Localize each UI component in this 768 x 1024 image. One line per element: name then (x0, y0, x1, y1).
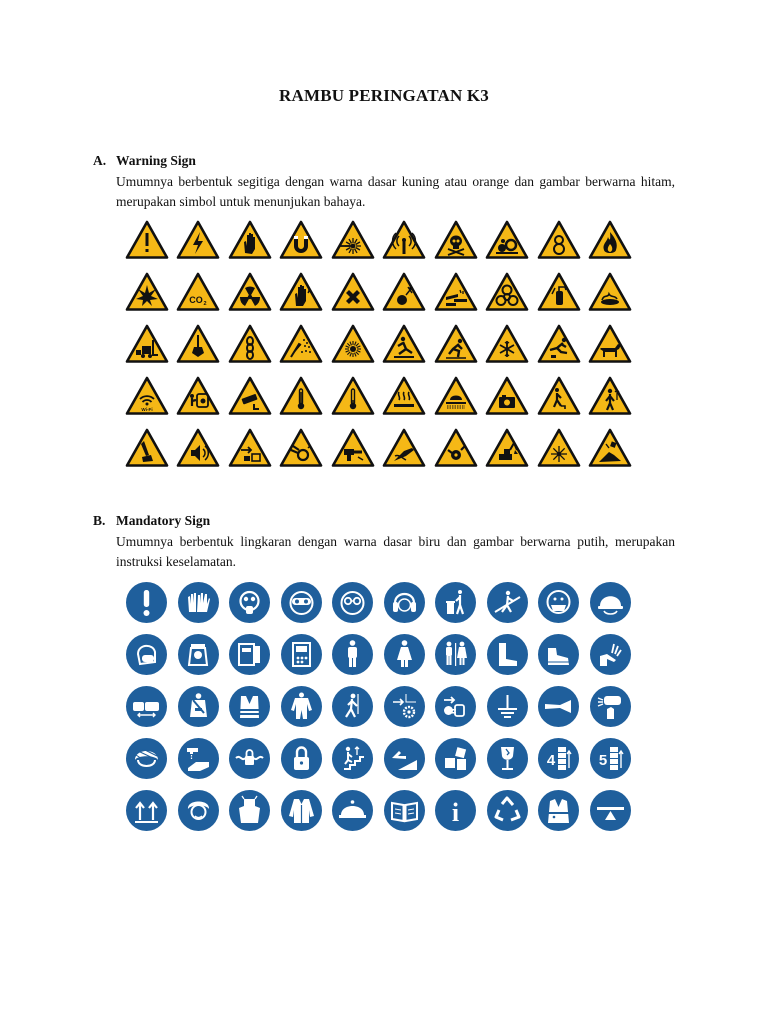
warning-sign-cell (533, 214, 585, 266)
warning-sign-cell (482, 318, 534, 370)
mandatory-sign-cell (379, 628, 431, 680)
section-b-description: Umumnya berbentuk lingkaran dengan warna dasar biru dan gambar berwarna putih, merupakan instruksi keselamatan. (116, 534, 675, 569)
section-b-letter: B. (93, 513, 106, 528)
warning-sign-cell (379, 370, 431, 422)
hand-burn-icon (279, 272, 323, 312)
padlock-chain-icon (229, 738, 270, 779)
gas-mask-icon (229, 582, 270, 623)
falling-object-icon (588, 428, 632, 468)
mandatory-sign-cell (379, 576, 431, 628)
warning-sign-cell (276, 422, 328, 474)
balance-icon (590, 790, 631, 831)
ear-muffs-icon (384, 582, 425, 623)
warning-sign-cell (430, 422, 482, 474)
warning-sign-cell (224, 318, 276, 370)
mandatory-sign-cell (276, 576, 328, 628)
flame-icon (588, 220, 632, 260)
section-a-description: Umumnya berbentuk segitiga dengan warna dasar kuning atau orange dan gambar berwarna hitam, merupakan simbol untuk menunjukan bahaya. (116, 174, 675, 209)
book-icon (384, 790, 425, 831)
stack-number: 5 (598, 751, 607, 769)
mandatory-sign-cell (327, 680, 379, 732)
cctv-icon (228, 376, 272, 416)
warning-sign-cell (585, 214, 637, 266)
overall-icon (281, 686, 322, 727)
warning-sign-cell (327, 214, 379, 266)
dome-cover-icon (332, 790, 373, 831)
warning-sign-cell (276, 318, 328, 370)
mandatory-sign-cell (379, 680, 431, 732)
cross-icon (331, 272, 375, 312)
section-a-heading (93, 153, 196, 169)
warning-sign-cell (430, 318, 482, 370)
forklift-icon (125, 324, 169, 364)
hand-dryer-icon (590, 686, 631, 727)
fall-icon (434, 324, 478, 364)
mandatory-sign-cell (327, 784, 379, 836)
stack-4-icon (538, 738, 579, 779)
mandatory-sign-cell (482, 680, 534, 732)
goggles-face-icon (281, 582, 322, 623)
mandatory-sign-cell (585, 628, 637, 680)
wash-hands-icon (178, 738, 219, 779)
radiation-icon (228, 272, 272, 312)
mandatory-sign-cell (482, 784, 534, 836)
mandatory-sign-cell (327, 576, 379, 628)
mandatory-sign-cell (327, 628, 379, 680)
warning-sign-cell (327, 318, 379, 370)
exclamation-icon (126, 582, 167, 623)
mandatory-sign-cell (585, 576, 637, 628)
thermometer-low-icon (331, 376, 375, 416)
boxes-icon (435, 738, 476, 779)
warning-sign-cell (276, 266, 328, 318)
woman-icon (384, 634, 425, 675)
biohazard-icon (485, 272, 529, 312)
trip-icon (537, 324, 581, 364)
mandatory-sign-cell (430, 784, 482, 836)
warning-sign-cell (224, 214, 276, 266)
mandatory-sign-cell (585, 784, 637, 836)
plug-icon (435, 686, 476, 727)
mandatory-sign-cell (121, 680, 173, 732)
corrosive-icon (434, 272, 478, 312)
person-step-icon (537, 376, 581, 416)
warning-sign-cell (121, 214, 173, 266)
mandatory-sign-cell (430, 576, 482, 628)
mandatory-sign-cell (224, 680, 276, 732)
warning-sign-cell (585, 422, 637, 474)
warning-sign-cell (121, 422, 173, 474)
mandatory-sign-cell (173, 628, 225, 680)
warning-sign-cell (327, 422, 379, 474)
mandatory-sign-cell (430, 680, 482, 732)
mandatory-sign-cell (276, 732, 328, 784)
warning-sign-cell (585, 370, 637, 422)
man-woman-icon (435, 634, 476, 675)
this-way-up-icon (126, 790, 167, 831)
hand-blade-icon (125, 428, 169, 468)
mandatory-sign-cell (379, 784, 431, 836)
mandatory-sign-cell (276, 784, 328, 836)
life-jacket-icon (538, 790, 579, 831)
mandatory-sign-cell (173, 732, 225, 784)
hot-surface-icon (382, 376, 426, 416)
warning-sign-cell (276, 214, 328, 266)
explosive-object-icon (382, 272, 426, 312)
mandatory-sign-cell (327, 732, 379, 784)
section-a-letter: A. (93, 153, 107, 168)
warning-sign-cell (379, 318, 431, 370)
warning-sign-cell (173, 422, 225, 474)
cold-icon (485, 324, 529, 364)
warning-sign-cell (224, 370, 276, 422)
mandatory-sign-cell (276, 628, 328, 680)
man-icon (332, 634, 373, 675)
co2-text: CO (189, 295, 203, 305)
warning-sign-cell (379, 422, 431, 474)
info-letter: i (452, 797, 460, 827)
mask-face-icon (538, 582, 579, 623)
crush-icon (485, 220, 529, 260)
radio-waves-icon (382, 220, 426, 260)
warning-sign-cell (224, 422, 276, 474)
gloves-icon (178, 582, 219, 623)
noise-icon (176, 428, 220, 468)
mandatory-sign-cell (379, 732, 431, 784)
ramp-icon (384, 738, 425, 779)
harness-icon (332, 686, 373, 727)
seatbelt-person-icon (178, 686, 219, 727)
mandatory-sign-cell (482, 576, 534, 628)
hand-spray-icon (590, 634, 631, 675)
hand-icon (228, 220, 272, 260)
warning-sign-cell (327, 370, 379, 422)
gears-icon (384, 686, 425, 727)
drill-icon (331, 428, 375, 468)
page-title: RAMBU PERINGATAN K3 (279, 86, 489, 105)
mandatory-sign-cell (533, 628, 585, 680)
warning-sign-cell (173, 370, 225, 422)
mask-side-icon (126, 634, 167, 675)
panel-door-icon (229, 634, 270, 675)
exclamation-icon (125, 220, 169, 260)
laser-icon (331, 220, 375, 260)
shoe-icon (538, 634, 579, 675)
mandatory-sign-cell (224, 784, 276, 836)
face-shield-icon (178, 634, 219, 675)
magnet-icon (279, 220, 323, 260)
warning-sign-cell (533, 422, 585, 474)
spray-icon (279, 324, 323, 364)
section-a-title: Warning Sign (116, 153, 196, 168)
mandatory-sign-cell (173, 784, 225, 836)
warning-sign-cell (585, 318, 637, 370)
explosion-icon (125, 272, 169, 312)
warning-sign-cell (533, 370, 585, 422)
warning-sign-cell (379, 266, 431, 318)
saw-icon (434, 428, 478, 468)
boots-icon (487, 634, 528, 675)
mandatory-sign-cell (121, 576, 173, 628)
mandatory-sign-cell (585, 680, 637, 732)
mandatory-sign-cell (533, 680, 585, 732)
sun-icon (331, 324, 375, 364)
warning-sign-cell (430, 266, 482, 318)
warning-sign-cell (173, 318, 225, 370)
helmet-icon (590, 582, 631, 623)
dog-icon (588, 324, 632, 364)
electricity-icon (176, 220, 220, 260)
warning-sign-cell (482, 422, 534, 474)
wifi-label: Wi-Fi (141, 407, 153, 412)
section-b-heading (93, 513, 210, 529)
excavator-icon (485, 428, 529, 468)
apron-icon (229, 790, 270, 831)
horn-icon (538, 686, 579, 727)
person-machine-icon (176, 376, 220, 416)
warning-sign-cell (121, 370, 173, 422)
wifi-icon (125, 376, 169, 416)
mandatory-sign-cell (276, 680, 328, 732)
info-icon (435, 790, 476, 831)
warning-sign-cell (173, 266, 225, 318)
slip-icon (382, 324, 426, 364)
warning-sign-cell (173, 214, 225, 266)
cutting-icon (382, 428, 426, 468)
control-panel-icon (281, 634, 322, 675)
hairnet-icon (126, 738, 167, 779)
mandatory-sign-cell (430, 628, 482, 680)
warning-sign-cell (121, 318, 173, 370)
warning-sign-cell (121, 266, 173, 318)
oxidizer-icon (588, 272, 632, 312)
mandatory-sign-cell (224, 732, 276, 784)
suspended-load-icon (176, 324, 220, 364)
warning-sign-cell (533, 318, 585, 370)
warning-sign-cell (224, 266, 276, 318)
skull-icon (434, 220, 478, 260)
mandatory-sign-cell (173, 680, 225, 732)
handrail-icon (487, 582, 528, 623)
warning-sign-cell (430, 214, 482, 266)
mandatory-sign-cell (173, 576, 225, 628)
warning-sign-cell (430, 370, 482, 422)
entanglement-icon (279, 428, 323, 468)
mandatory-sign-cell (533, 576, 585, 628)
mandatory-sign-cell (121, 628, 173, 680)
extinguisher-icon (537, 272, 581, 312)
starburst-icon (537, 428, 581, 468)
co2-subscript: 2 (203, 301, 207, 307)
warning-sign-cell (327, 266, 379, 318)
mandatory-sign-cell (121, 732, 173, 784)
seatbelt-icon (126, 686, 167, 727)
co2-icon (176, 272, 220, 312)
mandatory-sign-cell (224, 628, 276, 680)
bin-icon (435, 582, 476, 623)
warning-sign-cell (379, 214, 431, 266)
gas-cylinder-icon (537, 220, 581, 260)
glass-icon (487, 738, 528, 779)
warning-sign-cell (482, 370, 534, 422)
arrow-machine-icon (228, 428, 272, 468)
warning-sign-cell (533, 266, 585, 318)
stairs-icon (332, 738, 373, 779)
hot-plate-icon (434, 376, 478, 416)
mandatory-sign-cell (482, 732, 534, 784)
mandatory-sign-cell (533, 732, 585, 784)
mandatory-sign-cell (224, 576, 276, 628)
mandatory-sign-cell (533, 784, 585, 836)
mandatory-sign-cell (430, 732, 482, 784)
section-b-title: Mandatory Sign (116, 513, 211, 528)
stack-number: 4 (547, 751, 556, 769)
vest-icon (229, 686, 270, 727)
person-standing-icon (588, 376, 632, 416)
warning-sign-cell (482, 214, 534, 266)
glasses-icon (332, 582, 373, 623)
mandatory-sign-cell (121, 784, 173, 836)
warning-sign-cell (276, 370, 328, 422)
camera-icon (485, 376, 529, 416)
warning-sign-cell (585, 266, 637, 318)
mandatory-sign-cell (585, 732, 637, 784)
warning-sign-grid (121, 214, 636, 474)
ground-icon (487, 686, 528, 727)
padlock-icon (281, 738, 322, 779)
lab-coat-icon (281, 790, 322, 831)
stack-5-icon (590, 738, 631, 779)
mandatory-sign-cell (482, 628, 534, 680)
warning-sign-cell (482, 266, 534, 318)
thermometer-high-icon (279, 376, 323, 416)
hair-cover-icon (178, 790, 219, 831)
mandatory-sign-grid (121, 576, 636, 836)
chain-icon (228, 324, 272, 364)
recycle-icon (487, 790, 528, 831)
